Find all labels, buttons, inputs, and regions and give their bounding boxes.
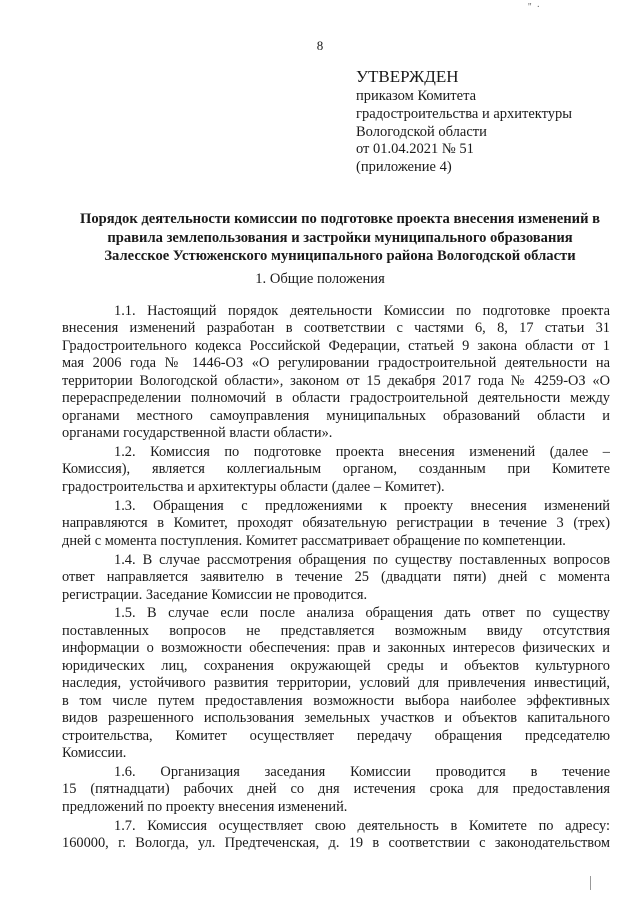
paragraph-line: перераспределении полномочий в области градостроительной деятельности между (62, 390, 610, 407)
paragraph-line: 15 (пятнадцати) рабочих дней со дня истечения срока для предоставления (62, 781, 610, 798)
scan-mark: '' · (528, 2, 540, 13)
paragraph-line: Градостроительного кодекса Российской Федерации, статьей 9 закона области от 1 (62, 337, 610, 354)
paragraph-line: наследия, устойчивого развития территории, условий для привлечения инвестиций, (62, 675, 610, 692)
paragraph-line: в том числе путем предоставления возможности выбора наиболее эффективных (62, 692, 610, 709)
paragraph-6 (62, 764, 610, 816)
paragraph-line: строительства, Комитет осуществляет передачу обращения председателю (62, 727, 610, 744)
paragraph-line: 160000, г. Вологда, ул. Предтеченская, д. 19 в соответствии с законодательством (62, 835, 610, 852)
paragraph-line: градостроительства и архитектуры области (далее – Комитет). (62, 478, 445, 495)
paragraph-line: органами государственной власти области». (62, 425, 333, 442)
paragraph-line: предложений по проекту внесения изменений. (62, 798, 348, 815)
document-title-line: Порядок деятельности комиссии по подготовке проекта внесения изменений в (79, 211, 601, 227)
page-number: 8 (316, 38, 324, 53)
paragraph-line: направляются в Комитет, проходят обязательную регистрации в течение 3 (трех) (62, 515, 610, 532)
document-title-line: правила землепользования и застройки муниципального образования (107, 229, 573, 246)
paragraph-line: информации о возможности обеспечения: прав и законных интересов физических и (62, 640, 610, 657)
margin-mark (590, 876, 591, 890)
paragraph-1 (62, 303, 610, 443)
approval-line: Вологодской области (356, 123, 487, 140)
paragraph-line: регистрации. Заседание Комиссии не проводится. (62, 586, 368, 603)
paragraph-line: ответ направляется заявителю в течение 25 (двадцати пяти) дней с момента (62, 569, 610, 586)
approval-line: от 01.04.2021 № 51 (356, 141, 474, 158)
paragraph-line: Комиссии. (62, 744, 127, 761)
paragraph-line: 1.7. Комиссия осуществляет свою деятельность в Комитете по адресу: (114, 817, 610, 834)
paragraph-line: 1.3. Обращения с предложениями к проекту внесения изменений (114, 497, 610, 514)
approval-line: градостроительства и архитектуры (356, 105, 573, 122)
paragraph-line: юридических лиц, сохранения окружающей среды и объектов культурного (62, 657, 610, 674)
paragraph-line: поставленных вопросов не представляется возможным ввиду отсутствия (62, 622, 610, 639)
paragraph-3 (62, 498, 610, 550)
paragraph-2 (62, 444, 610, 496)
document-title-line: Залесское Устюженского муниципального района Вологодской области (104, 248, 576, 265)
paragraph-line: 1.6. Организация заседания Комиссии проводится в течение (114, 763, 610, 780)
document-title (60, 210, 620, 266)
paragraph-line: мая 2006 года № 1446-ОЗ «О регулировании градостроительной деятельности на (62, 355, 610, 372)
document-body (62, 303, 610, 854)
paragraph-line: внесения изменений разработан в соответствии с частями 6, 8, 17 статьи 31 (62, 320, 610, 337)
paragraph-line: территории Вологодской области», законом от 15 декабря 2017 года № 4259-ОЗ «О (62, 372, 610, 389)
approval-title: УТВЕРЖДЕН (356, 67, 459, 86)
paragraph-7 (62, 818, 610, 853)
approval-stamp-block (356, 66, 626, 177)
paragraph-line: 1.4. В случае рассмотрения обращения по существу поставленных вопросов (114, 551, 610, 568)
approval-line: (приложение 4) (356, 159, 452, 176)
paragraph-line: органами местного самоуправления муниципальных образований области и (62, 407, 610, 424)
section-heading: 1. Общие положения (255, 271, 385, 287)
paragraph-line: видов разрешенного использования земельных участков и объектов капитального (62, 710, 610, 727)
approval-line: приказом Комитета (356, 88, 477, 104)
paragraph-line: дней с момента поступления. Комитет рассматривает обращение по компетенции. (62, 532, 566, 549)
paragraph-line: 1.5. В случае если после анализа обращения дать ответ по существу (114, 605, 610, 622)
paragraph-4 (62, 552, 610, 604)
paragraph-line: 1.1. Настоящий порядок деятельности Комиссии по подготовке проекта (114, 303, 610, 319)
paragraph-line: Комиссия), является коллегиальным органом, созданным при Комитете (62, 461, 610, 478)
paragraph-5 (62, 605, 610, 762)
paragraph-line: 1.2. Комиссия по подготовке проекта внесения изменений (далее – (114, 444, 610, 460)
